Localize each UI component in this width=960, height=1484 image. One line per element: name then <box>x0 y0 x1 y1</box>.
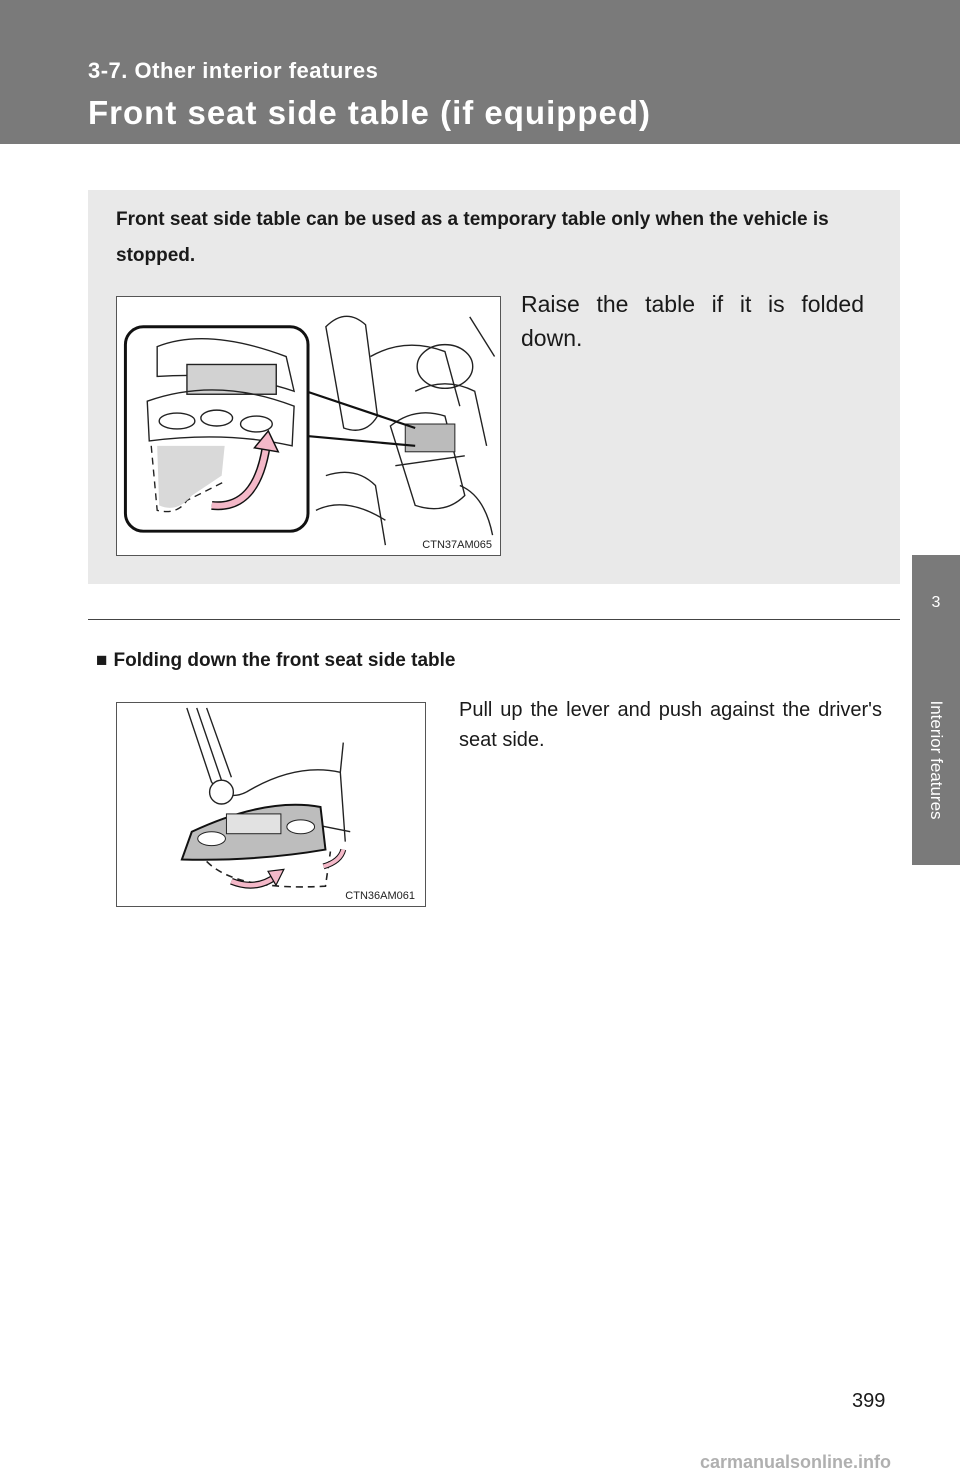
page-number: 399 <box>852 1390 886 1412</box>
page-title: Front seat side table (if equipped) <box>88 94 652 131</box>
step-fold-text: Pull up the lever and push against the driver's seat side. <box>459 699 882 751</box>
figure-code: CTN36AM061 <box>345 890 415 902</box>
intro-text: Front seat side table can be used as a temporary table only when the vehicle is stopped. <box>116 209 829 266</box>
page-header <box>0 0 960 144</box>
illustration-folding-table <box>117 703 425 906</box>
step-raise-text: Raise the table if it is folded down. <box>521 291 864 351</box>
chapter-tab-number: 3 <box>912 555 960 655</box>
section-divider <box>88 619 900 620</box>
square-bullet-icon: ■ <box>96 650 108 671</box>
figure-raise-table <box>116 296 501 556</box>
figure-code: CTN37AM065 <box>422 539 492 551</box>
section-label: 3-7. Other interior features <box>88 58 379 83</box>
watermark: carmanualsonline.info <box>700 1452 892 1472</box>
subsection-heading <box>96 650 456 672</box>
chapter-tab-text: Interior features <box>927 700 946 820</box>
subsection-heading-text: Folding down the front seat side table <box>113 650 456 671</box>
illustration-console-table <box>117 297 500 555</box>
chapter-tab-label <box>912 655 960 865</box>
figure-fold-table <box>116 702 426 907</box>
